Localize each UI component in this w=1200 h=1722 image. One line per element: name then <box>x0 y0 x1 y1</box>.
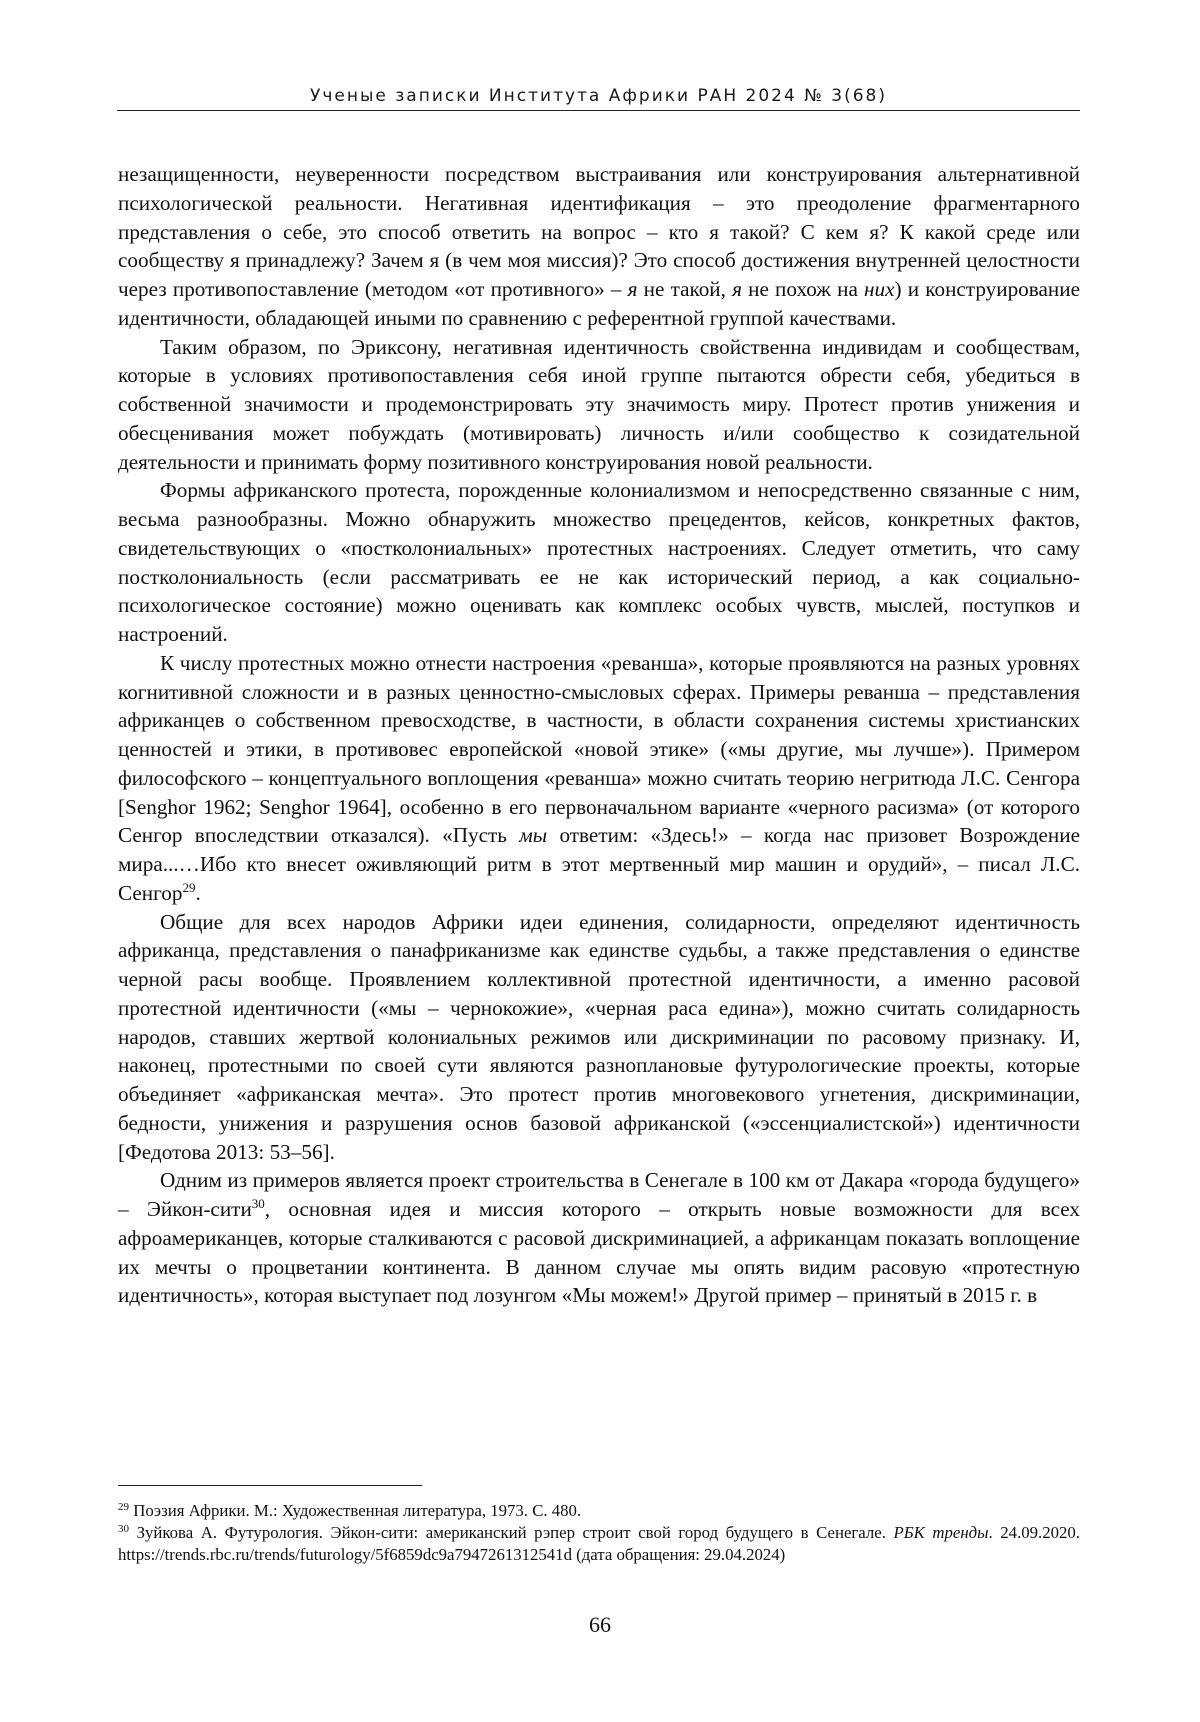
footnote-text: Поэзия Африки. М.: Художественная литература, 1973. С. 480. <box>129 1501 582 1520</box>
footnote-text: Зуйкова А. Футурология. Эйкон-сити: американский рэпер строит свой город будущего в Сенегале. <box>129 1523 894 1542</box>
footnote-link-text[interactable]: . 24.09.2020. https://trends.rbc.ru/trends/futurology/5f6859dc9a7947261312541d (дата обращения: 29.04.2024) <box>118 1523 1080 1564</box>
footnote-number: 29 <box>118 1501 129 1513</box>
text-run: Одним из примеров является проект строительства в Сенегале в 100 км от Дакара «города будущего» – Эйкон-сити <box>118 1168 1080 1221</box>
footnotes <box>118 1500 1080 1566</box>
page-number: 66 <box>589 1612 611 1637</box>
paragraph-6 <box>118 1166 1080 1310</box>
paragraph-2: Таким образом, по Эриксону, негативная идентичность свойственна индивидам и сообществам, которые в условиях противопоставления себя иной группе пытаются обрести себя, убедиться в собственной значимости и продемонстрировать эту значимость миру. Протест против унижения и обесценивания может побуждать (мотивировать) личность и/или сообщество к созидательной деятельности и принимать форму позитивного конструирования новой реальности. <box>118 334 1080 474</box>
paragraph-4 <box>118 649 1080 908</box>
text-run: ответим: «Здесь!» – когда нас призовет Возрождение мира...…Ибо кто внесет оживляющий ритм в этот мертвенный мир машин и орудий», – писал Л.С. Сенгор <box>118 823 1080 905</box>
text-run: не такой, <box>637 277 733 301</box>
journal-header: Ученые записки Института Африки РАН 2024 № 3(68) <box>309 86 888 106</box>
text-run: К числу протестных можно отнести настроения «реванша», которые проявляются на разных уровнях когнитивной сложности и в разных ценностно-смысловых сферах. Примеры реванша – представления африканцев о собственном превосходстве, в частности, в области сохранения системы христианских ценностей и этики, в противовес европейской «новой этике» («мы другие, мы лучше»). Примером философского – концептуального воплощения «реванша» можно считать теорию негритюда Л.С. Сенгора [Senghor 1962; Senghor 1964], особенно в его первоначальном варианте «черного расизма» (от которого Сенгор впоследствии отказался). «Пусть <box>118 650 1080 848</box>
main-text <box>118 160 1080 1310</box>
footnote-30 <box>118 1522 1080 1566</box>
footnote-number: 30 <box>118 1523 129 1535</box>
footnote-ref-30[interactable]: 30 <box>251 1196 265 1211</box>
paragraph-3: Формы африканского протеста, порожденные колониализмом и непосредственно связанные с ним, весьма разнообразны. Можно обнаружить множество прецедентов, кейсов, конкретных фактов, свидетельствующих о «постколониальных» протестных настроениях. Следует отметить, что саму постколониальность (если рассматривать ее не как исторический период, а как социально-психологическое состояние) можно оценивать как комплекс особых чувств, мыслей, поступков и настроений. <box>118 478 1080 646</box>
footnote-rule <box>118 1485 422 1486</box>
italic-run: мы <box>519 823 548 848</box>
paragraph-5: Общие для всех народов Африки идеи единения, солидарности, определяют идентичность африканца, представления о панафриканизме как единстве судьбы, а также представления о единстве черной расы вообще. Проявлением коллективной протестной идентичности, а именно расовой протестной идентичности («мы – чернокожие», «черная раса едина»), можно считать солидарность народов, ставших жертвой колониальных режимов или дискриминации по расовому признаку. И, наконец, протестными по своей сути являются разноплановые футурологические проекты, которые объединяет «африканская мечта». Это протест против многовекового угнетения, дискриминации, бедности, унижения и разрушения основ базовой африканской («эссенциалистской») идентичности [Федотова 2013: 53–56]. <box>118 909 1080 1164</box>
header-rule <box>117 110 1080 111</box>
text-run: ) и конструирование идентичности, обладающей иными по сравнению с референтной группой качествами. <box>118 277 1080 330</box>
text-run: . <box>195 880 201 905</box>
paragraph-1 <box>118 160 1080 333</box>
italic-run: я <box>627 277 638 301</box>
text-run: не похож на <box>741 277 865 301</box>
footnote-ref-29[interactable]: 29 <box>182 879 196 895</box>
footnote-29 <box>118 1500 1080 1522</box>
italic-run: них <box>864 277 895 301</box>
footnote-italic: РБК тренды <box>893 1523 989 1542</box>
italic-run: я <box>732 277 742 301</box>
text-run: незащищенности, неуверенности посредством выстраивания или конструирования альтернативной психологической реальности. Негативная идентификация – это преодоление фрагментарного представления о себе, это способ ответить на вопрос – кто я такой? С кем я? К какой среде или сообществу я принадлежу? Зачем я (в чем моя миссия)? Это способ достижения внутренней целостности через противопоставление (методом «от противного» – <box>118 162 1080 301</box>
text-run: , основная идея и миссия которого – открыть новые возможности для всех афроамериканцев, которые сталкиваются с расовой дискриминацией, а африканцам показать воплощение их мечты о процветании континента. В данном случае мы опять видим расовую «протестную идентичность», которая выступает под лозунгом «Мы можем!» Другой пример – принятый в 2015 г. в <box>118 1197 1080 1308</box>
